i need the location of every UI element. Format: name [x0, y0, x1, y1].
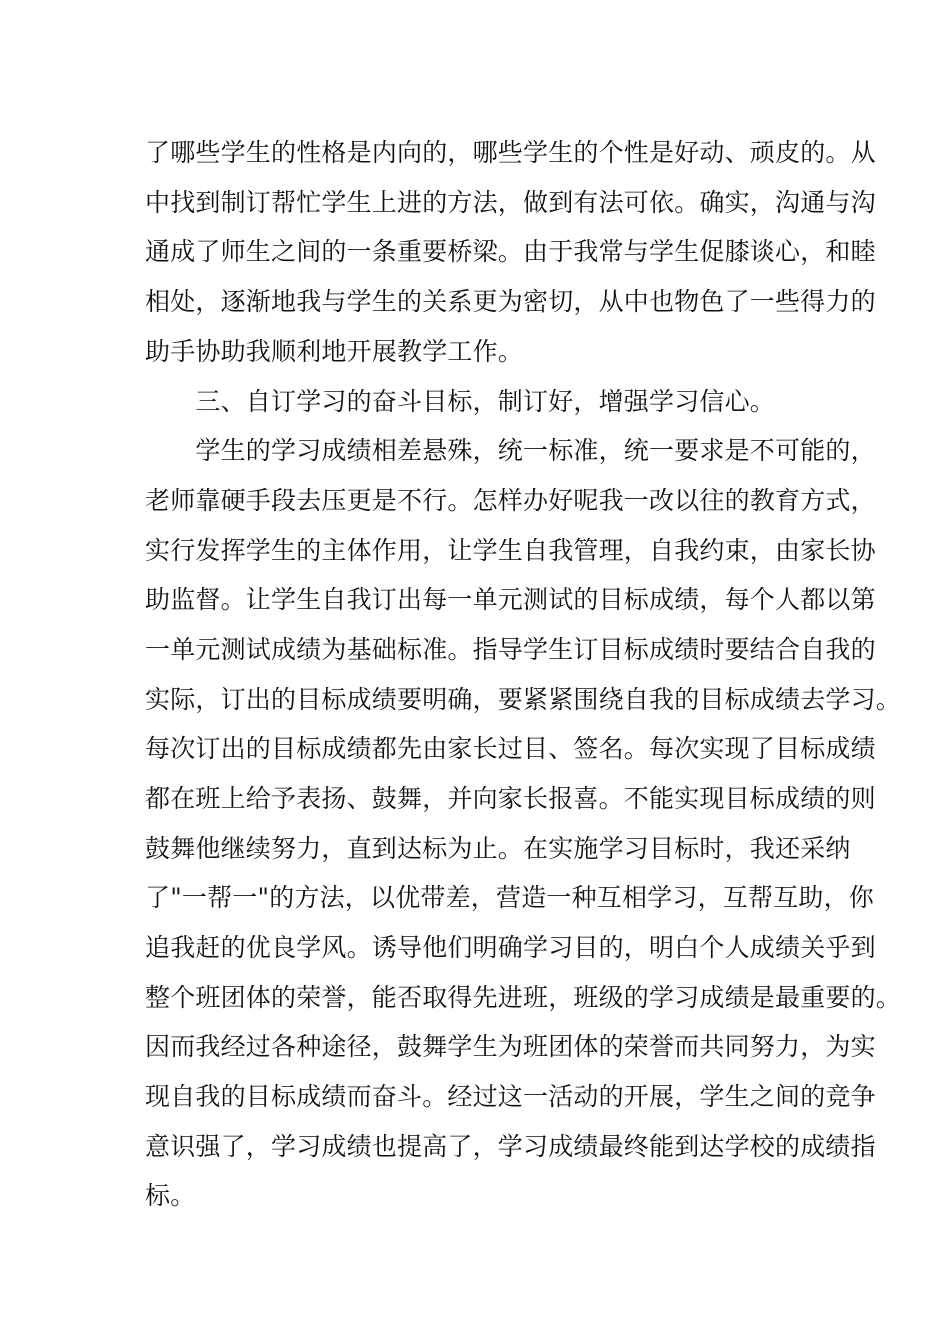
text-line: 现自我的目标成绩而奋斗。经过这一活动的开展，学生之间的竞争 [145, 1082, 876, 1111]
text-line: 助手协助我顺利地开展教学工作。 [145, 337, 524, 366]
text-line: 都在班上给予表扬、鼓舞，并向家长报喜。不能实现目标成绩的则 [145, 784, 876, 813]
text-line: 鼓舞他继续努力，直到达标为止。在实施学习目标时，我还采纳 [145, 834, 851, 863]
text-line: 意识强了，学习成绩也提高了，学习成绩最终能到达学校的成绩指 [145, 1132, 876, 1161]
text-line: 助监督。让学生自我订出每一单元测试的目标成绩，每个人都以第 [145, 585, 876, 614]
text-line: 相处，逐渐地我与学生的关系更为密切，从中也物色了一些得力的 [145, 287, 876, 316]
text-line: 一单元测试成绩为基础标准。指导学生订目标成绩时要结合自我的 [145, 635, 876, 664]
text-line: 追我赶的优良学风。诱导他们明确学习目的，明白个人成绩关乎到 [145, 933, 876, 962]
text-line: 标。 [145, 1181, 196, 1210]
text-line: 因而我经过各种途径，鼓舞学生为班团体的荣誉而共同努力，为实 [145, 1032, 876, 1061]
text-line: 实行发挥学生的主体作用，让学生自我管理，自我约束，由家长协 [145, 536, 876, 565]
text-line: 通成了师生之间的一条重要桥梁。由于我常与学生促膝谈心，和睦 [145, 237, 876, 266]
text-line: 了哪些学生的性格是内向的，哪些学生的个性是好动、顽皮的。从 [145, 138, 876, 167]
text-line: 整个班团体的荣誉，能否取得先进班，班级的学习成绩是最重要的。 [145, 983, 902, 1012]
text-line: 实际，订出的目标成绩要明确，要紧紧围绕自我的目标成绩去学习。 [145, 685, 902, 714]
text-line: 老师靠硬手段去压更是不行。怎样办好呢我一改以往的教育方式， [145, 486, 876, 515]
text-line: 了"一帮一"的方法，以优带差，营造一种互相学习，互帮互助，你 [145, 883, 875, 912]
text-line: 学生的学习成绩相差悬殊，统一标准，统一要求是不可能的， [145, 436, 876, 465]
text-line: 每次订出的目标成绩都先由家长过目、签名。每次实现了目标成绩 [145, 734, 876, 763]
text-line: 中找到制订帮忙学生上进的方法，做到有法可依。确实，沟通与沟 [145, 188, 876, 217]
section-heading: 三、自订学习的奋斗目标，制订好，增强学习信心。 [145, 387, 776, 416]
